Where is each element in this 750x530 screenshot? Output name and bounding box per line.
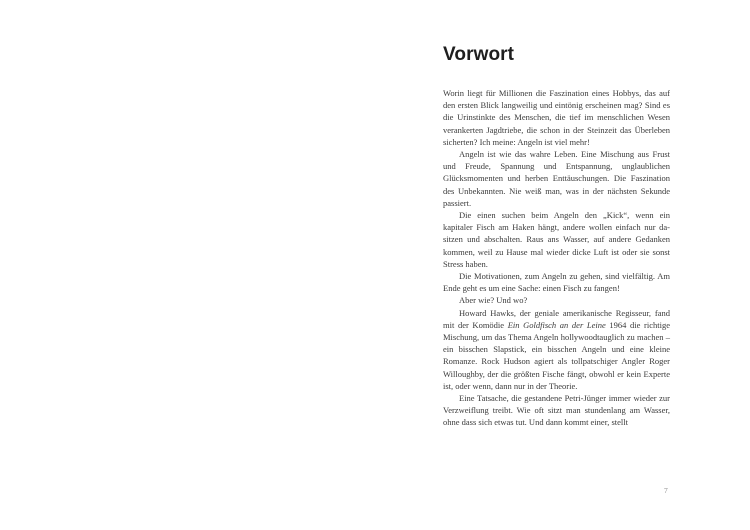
- paragraph: Die Motivationen, zum Angeln zu gehen, sind vielfältig. Am Ende geht es um eine Sache: einen Fisch zu fangen!: [443, 271, 670, 294]
- film-title: Ein Goldfisch an der Leine: [507, 319, 606, 330]
- body-text: [443, 87, 670, 429]
- paragraph: Eine Tatsache, die gestandene Petri-Jünger immer wieder zur Verzweiflung treibt. Wie oft sitzt man stundenlang am Wasser, ohne dass sich etwas tut. Und dann kommt einer, stellt: [443, 393, 670, 428]
- paragraph: Die einen suchen beim Angeln den „Kick“, wenn ein kapitaler Fisch am Haken hängt, andere wollen einfach nur dasitzen und abschalten. Raus ans Wasser, auf andere Gedanken kommen, weil zu Hause mal wieder dicke Luft ist oder sie sonst Stress haben.: [443, 210, 670, 269]
- paragraph-text: Howard Hawks, der geniale amerikanische Regisseur, fand mit der Komödie: [443, 307, 670, 330]
- page-number: 7: [664, 486, 668, 495]
- chapter-title: Vorwort: [443, 44, 515, 65]
- paragraph: Angeln ist wie das wahre Leben. Eine Mischung aus Frust und Freude, Spannung und Entspannung, unglaublichen Glücksmomenten und herben Enttäuschungen. Die Faszination des Unbekannten. Nie weiß man, was in der nächsten Sekunde passiert.: [443, 149, 670, 208]
- paragraph: [443, 307, 670, 392]
- paragraph-text: 1964 die richtige Mischung, um das Thema Angeln hollywoodtauglich zu machen – ein bisschen Slapstick, ein bisschen Angeln und eine kleine Romanze. Rock Hudson agiert als tollpatschiger Angler Roger Willoughby, der die größten Fische fängt, obwohl er kein Experte ist, oder wenn, dann nur in der Theorie.: [443, 319, 670, 391]
- paragraph: Aber wie? Und wo?: [459, 295, 528, 306]
- paragraph: Worin liegt für Millionen die Faszination eines Hobbys, das auf den ersten Blick langweilig und eintönig erscheinen mag? Sind es die Urinstinkte des Menschen, die tief im menschlichen Wesen verankerten Jagdtriebe, die schon in der Steinzeit das Überleben sicherten? Ich meine: Angeln ist viel mehr!: [443, 88, 670, 147]
